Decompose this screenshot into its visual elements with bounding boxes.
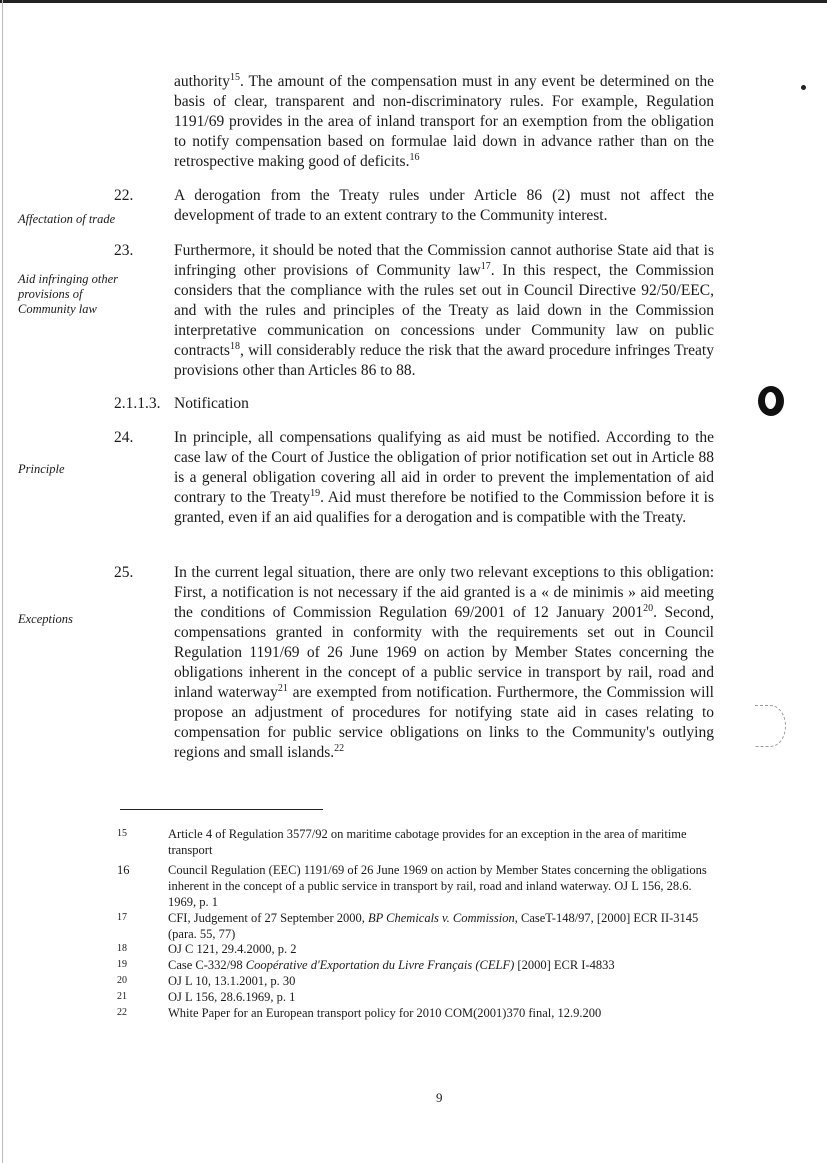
scan-top-edge [0,0,827,3]
footnote-18: OJ C 121, 29.4.2000, p. 2 [168,942,297,956]
intro-text-2: . The amount of the compensation must in any event be determined on the basis of clear, transparent and non-discriminatory rules. For example, Regulation 1191/69 provides in the area of inland transport for an exemption from the obligation to notify compensation based on formulae laid down in advance rather than on the retrospective making good of deficits. [174,73,714,170]
margin-note-exceptions: Exceptions [18,612,73,626]
p23-text-2: . In this respect, the Commission considers that the compliance with the rules set out in Council Directive 92/50/EEC, and with the rules and principles of the Treaty as laid down in the Commission interpretative communication on concessions under Community law on public contracts [174,262,714,359]
footnote-number-17: 17 [117,912,127,923]
footnote-17-pre: CFI, Judgement of 27 September 2000, [168,911,368,925]
margin-note-affectation: Affectation of trade [18,212,116,226]
paragraph-number-24: 24. [114,429,134,446]
footnote-ref-21[interactable]: 21 [277,683,288,694]
footnote-ref-17[interactable]: 17 [480,261,491,272]
footnote-15: Article 4 of Regulation 3577/92 on maritime cabotage provides for an exception in the area of maritime transport [168,827,687,857]
footnote-19 [168,957,718,973]
footnote-ref-15[interactable]: 15 [229,72,240,83]
footnote-16: Council Regulation (EEC) 1191/69 of 26 June 1969 on action by Member States concerning the obligations inherent in the concept of a public service in transport by rail, road and inland waterway. OJ L 156, 28.6. 1969, p. 1 [168,863,707,909]
footnote-19-case-name: Coopérative d'Exportation du Livre Français (CELF) [245,958,515,972]
footnote-21: OJ L 156, 28.6.1969, p. 1 [168,990,296,1004]
p25-text-3: are exempted from notification. Furthermore, the Commission will propose an adjustment of procedures for notifying state aid in cases relating to compensation for public service obligations on links to the Community's outlying regions and small islands. [174,684,714,761]
p25-text-1: In the current legal situation, there are only two relevant exceptions to this obligation: First, a notification is not necessary if the aid granted is a « de minimis » aid meeting the conditions of Commission Regulation 69/2001 of 12 January 2001 [174,564,714,621]
punch-hole-mark [758,386,784,416]
footnote-number-19: 19 [117,959,127,970]
intro-paragraph [174,72,714,172]
paragraph-23 [174,241,714,381]
paragraph-number-23: 23. [114,242,134,259]
footnote-number-22: 22 [117,1007,127,1018]
p24-text-2: . Aid must therefore be notified to the Commission before it is granted, even if an aid qualifies for a derogation and is compatible with the Treaty. [174,489,714,526]
margin-note-aid-infringing: Aid infringing other provisions of Community law [18,272,118,316]
footnote-separator [120,809,323,810]
footnote-22: White Paper for an European transport policy for 2010 COM(2001)370 final, 12.9.200 [168,1006,602,1020]
footnote-number-20: 20 [117,975,127,986]
section-number: 2.1.1.3. [114,395,161,412]
footnote-ref-18[interactable]: 18 [229,341,240,352]
paragraph-number-22: 22. [114,187,134,204]
section-title: Notification [174,395,249,412]
p25-text-2: . Second, compensations granted in conformity with the requirements set out in Council Regulation 1191/69 of 26 June 1969 on action by Member States concerning the obligations inherent in the concept of a public service in transport by rail, road and inland waterway [174,604,714,701]
paragraph-24 [174,428,714,528]
scan-left-edge [2,0,3,1163]
footnote-ref-22[interactable]: 22 [334,743,345,754]
footnote-19-pre: Case C-332/98 [168,958,246,972]
page-number: 9 [436,1090,443,1105]
paragraph-25 [174,563,714,763]
paragraph-22: A derogation from the Treaty rules under Article 86 (2) must not affect the development of trade to an extent contrary to the Community interest. [174,187,714,224]
scan-artifact [755,705,786,747]
footnote-ref-19[interactable]: 19 [310,488,321,499]
intro-text-1: authority [174,73,230,90]
footnote-number-16: 16 [117,863,130,877]
p24-text-1: In principle, all compensations qualifying as aid must be notified. According to the case law of the Court of Justice the obligation of prior notification set out in Article 88 is a general obligation covering all aid in order to prevent the implementation of aid contrary to the Treaty [174,429,714,506]
scan-speck [801,85,806,90]
footnote-number-21: 21 [117,991,127,1002]
footnote-number-15: 15 [117,828,127,839]
p23-text-1: Furthermore, it should be noted that the Commission cannot authorise State aid that is infringing other provisions of Community law [174,242,714,279]
footnote-17-case-name: BP Chemicals v. Commission [367,911,515,925]
footnote-number-18: 18 [117,943,127,954]
margin-note-principle: Principle [18,462,65,476]
p23-text-3: , will considerably reduce the risk that the award procedure infringes Treaty provisions other than Articles 86 to 88. [174,342,714,379]
footnote-ref-16[interactable]: 16 [409,152,420,163]
footnote-19-post: [2000] ECR I-4833 [514,958,615,972]
footnote-17-post: , CaseT-148/97, [2000] ECR II-3145 (para. 55, 77) [168,911,699,941]
footnote-20: OJ L 10, 13.1.2001, p. 30 [168,974,296,988]
footnote-ref-20[interactable]: 20 [643,603,654,614]
footnote-17 [168,910,718,942]
paragraph-number-25: 25. [114,564,134,581]
